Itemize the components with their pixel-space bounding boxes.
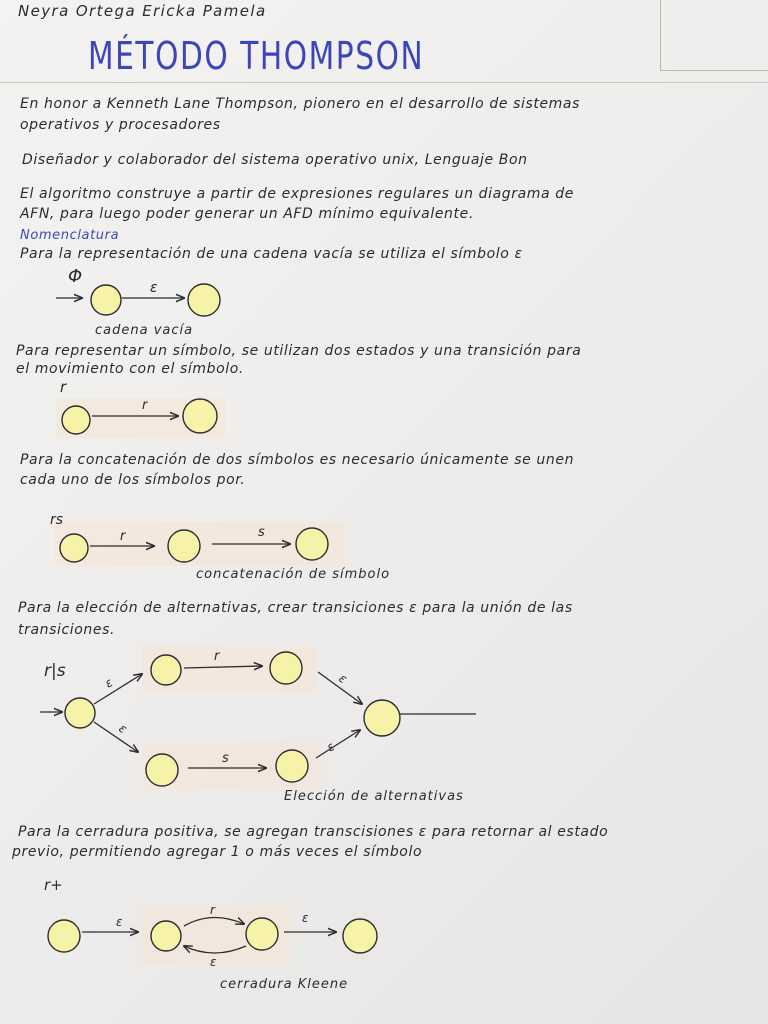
start-state [65,698,95,728]
symbol-label: r [60,378,67,396]
closure-label: r+ [44,876,63,894]
symbol-diagram [56,378,226,438]
intro-line-1: En honor a Kenneth Lane Thompson, pionero en el desarrollo de sistemas [20,96,580,112]
state-node [270,652,302,684]
alternation-description-2: transiciones. [18,622,116,638]
state-node [48,920,80,952]
epsilon-label: ε [336,670,350,687]
state-node [276,750,308,782]
state-node [183,399,217,433]
empty-string-diagram [56,266,220,338]
empty-string-caption: cadena vacía [95,323,194,338]
epsilon-transition-down [94,722,138,752]
empty-set-symbol: Φ [68,266,83,287]
transition-label-s: s [258,525,265,540]
empty-string-description: Para la representación de una cadena vacía se utiliza el símbolo ε [20,246,523,262]
epsilon-transition-merge [316,730,360,758]
epsilon-label: ε [324,739,338,755]
epsilon-label: ε [102,675,116,691]
intro-line-5: AFN, para luego poder generar un AFD mínimo equivalente. [20,206,474,222]
transition-label-r: r [210,903,215,917]
alternation-caption: Elección de alternativas [284,789,464,804]
closure-caption: cerradura Kleene [220,977,349,992]
closure-diagram [44,876,377,992]
transition-label-r: r [120,529,126,544]
epsilon-label: ε [302,911,309,925]
alternation-label: r|s [44,661,66,681]
intro-line-2: operativos y procesadores [20,117,221,133]
intro-line-3: Diseñador y colaborador del sistema operativo unix, Lenguaje Bon [22,152,528,168]
state-node [91,285,121,315]
closure-description-2: previo, permitiendo agregar 1 o más veces el símbolo [12,844,423,860]
epsilon-label: ε [116,720,130,737]
page-title: MÉTODO THOMPSON [88,34,425,78]
concat-label: rs [50,512,64,528]
concat-description-2: cada uno de los símbolos por. [20,472,246,488]
symbol-description-1: Para representar un símbolo, se utilizan dos estados y una transición para [16,343,582,359]
final-state [364,700,400,736]
epsilon-label: ε [150,280,158,296]
nomenclature-heading: Nomenclatura [20,228,120,243]
state-node [146,754,178,786]
epsilon-label: ε [210,955,217,969]
state-node [151,921,181,951]
state-node [62,406,90,434]
epsilon-label: ε [116,915,123,929]
concat-description-1: Para la concatenación de dos símbolos es necesario únicamente se unen [20,452,575,468]
state-node [60,534,88,562]
state-node [343,919,377,953]
state-node [188,284,220,316]
state-node [246,918,278,950]
concat-caption: concatenación de símbolo [196,567,391,582]
author-name: Neyra Ortega Ericka Pamela [18,2,267,20]
transition-label-r: r [214,649,220,664]
symbol-description-2: el movimiento con el símbolo. [16,361,244,377]
closure-description-1: Para la cerradura positiva, se agregan transcisiones ε para retornar al estado [18,824,609,840]
intro-line-4: El algoritmo construye a partir de expresiones regulares un diagrama de [20,186,574,202]
transition-label: r [142,398,148,413]
concat-diagram [50,512,390,582]
alternation-diagram [40,646,476,804]
state-node [296,528,328,560]
state-node [151,655,181,685]
epsilon-transition-up [94,674,142,704]
state-node [168,530,200,562]
transition-label-s: s [222,751,229,766]
alternation-description-1: Para la elección de alternativas, crear transiciones ε para la unión de las [18,600,573,616]
